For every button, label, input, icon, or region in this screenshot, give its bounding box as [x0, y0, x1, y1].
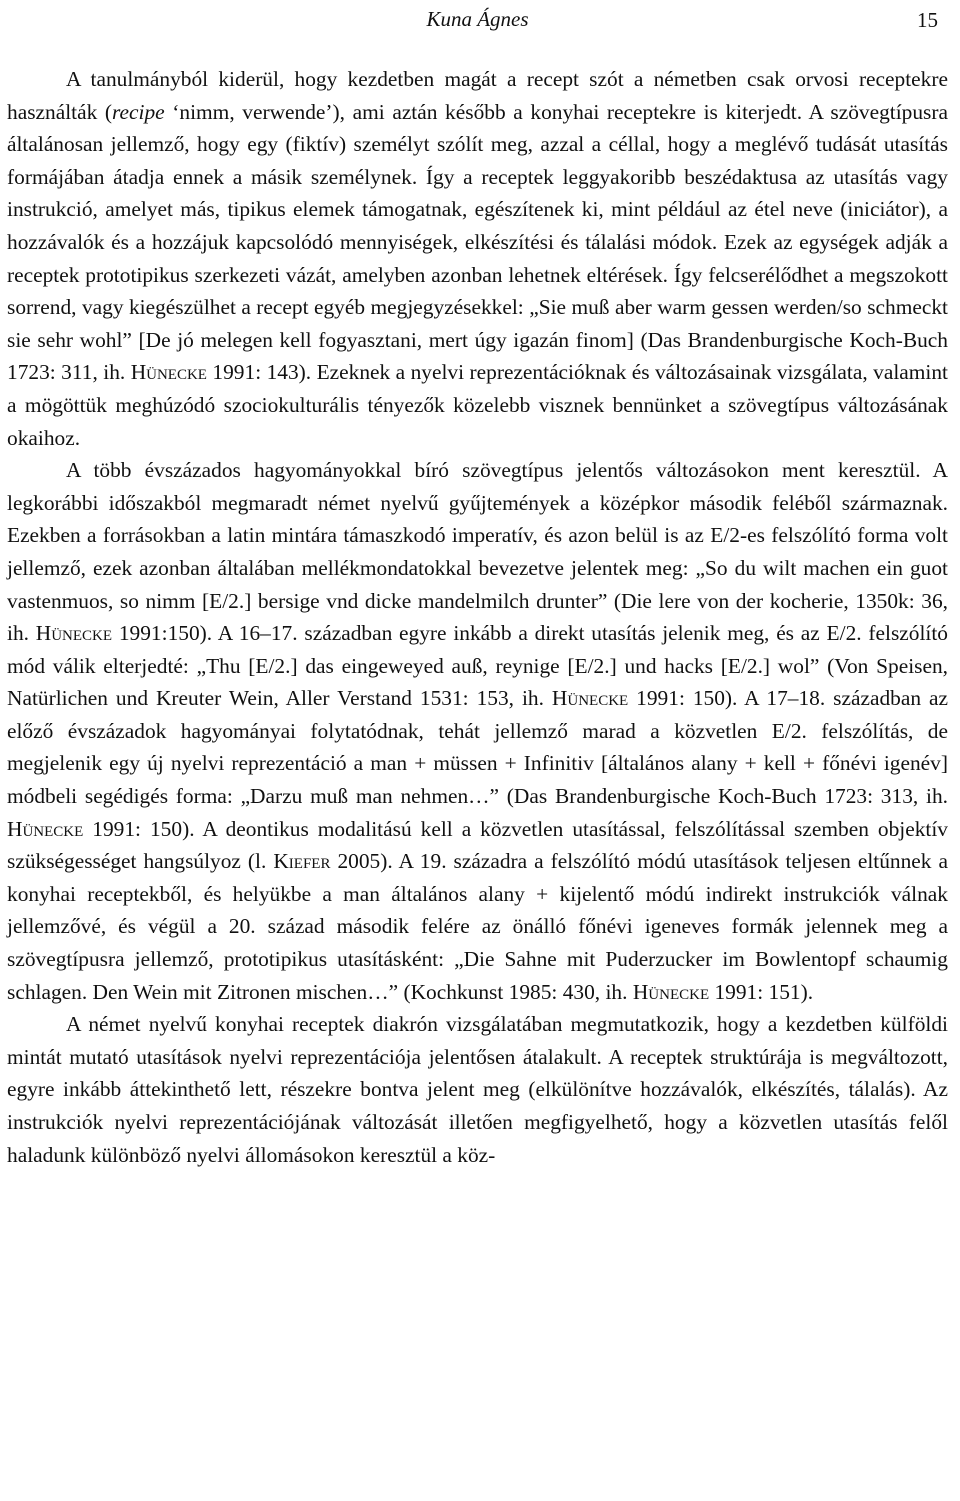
paragraph-2-text-d: 1991: 150). A deontikus modalitású kell a közvetlen utasítással, felszólítással szemben objektív szükségességet hangsúlyoz (l. — [7, 816, 948, 874]
running-header — [7, 0, 948, 34]
italic-term-recipe: recipe — [112, 99, 165, 124]
paragraph-2-text-f: 1991: 151). — [709, 979, 814, 1004]
paragraph-1-text-b: ‘nimm, verwende’), ami aztán később a konyhai receptekre is kiterjedt. A szövegtípusra általánosan jellemző, hogy egy (fiktív) személyt szólít meg, azzal a céllal, hogy a meglévő tudását utasítás formájában átadja ennek a másik személynek. Így a receptek leggyakoribb beszédaktusa az utasítás vagy instrukció, amelyet más, tipikus elemek támogatnak, egészítenek ki, mint például az étel neve (iniciátor), a hozzávalók és a hozzájuk kapcsolódó mennyiségek, elkészítési és tálalási módok. Ezek az egységek adják a receptek prototipikus szerkezeti vázát, amelyben azonban lehetnek eltérések. Így felcserélődhet a megszokott sorrend, vagy kiegészülhet a recept egyéb megjegyzésekkel: „Sie muß aber warm gessen werden/so schmeckt sie sehr wohl” [De jó melegen kell fogyasztani, mert úgy igazán finom] (Das Brandenburgische Koch-Buch 1723: 311, ih. — [7, 99, 948, 385]
paragraph-2 — [7, 454, 948, 1008]
citation-author: Hünecke — [35, 621, 113, 646]
paragraph-2-text-e: 2005). A 19. századra a felszólító módú utasítások teljesen eltűnnek a konyhai receptekből, és helyükbe a man általános alany + kijelentő módú indirekt instrukciók válnak jellemzővé, és végül a 20. század második felére az önálló főnévi igeneves formák jelennek meg a szövegtípusra jellemző, prototipikus utasításként: „Die Sahne mit Puderzucker im Bowlentopf schaumig schlagen. Den Wein mit Zitronen mischen…” (Kochkunst 1985: 430, ih. — [7, 849, 948, 1004]
paragraph-1-text-c: 1991: 143). Ezeknek a nyelvi reprezentációknak és változásainak vizsgálata, valamint a mögöttük meghúzódó szociokulturális tényezők közelebb visznek bennünket a szövegtípus változásának okaihoz. — [7, 360, 948, 450]
paragraph-1 — [7, 63, 948, 454]
paragraph-2-text-c: 1991: 150). A 17–18. században az előző évszázadok hagyományai folytatódnak, tehát jellemző marad a közvetlen E/2. felszólítás, de megjelenik egy új nyelvi reprezentáció a man + müssen + Infinitiv [általános alany + kell + főnévi igenév] módbeli segédigés forma: „Darzu muß man nehmen…” (Das Brandenburgische Koch-Buch 1723: 313, ih. — [7, 686, 948, 809]
paragraph-2-text-a: A több évszázados hagyományokkal bíró szövegtípus jelentős változásokon ment keresztül. A legkorábbi időszakból megmaradt német nyelvű gyűjtemények a középkor második feléből származnak. Ezekben a forrásokban a latin mintára támaszkodó imperatív, és azon belül is az E/2-es felszólító forma volt jellemző, ezek azonban általában mellékmondatokkal bevezetve jelentek meg: „So du wilt machen ein guot vastenmuos, so nimm [E/2.] bersige vnd dicke mandelmilch drunter” (Die lere von der kocherie, 1350k: 36, ih. — [7, 458, 948, 646]
paragraph-1-text-a: A tanulmányból kiderül, hogy kezdetben magát a recept szót a németben csak orvosi receptekre használták ( — [7, 67, 948, 124]
citation-author: Kiefer — [273, 849, 331, 874]
citation-author: Hünecke — [130, 360, 207, 385]
paragraph-3 — [7, 1008, 948, 1171]
paragraph-2-text-b: 1991:150). A 16–17. században egyre inkább a direkt utasítás jelenik meg, és az E/2. felszólító mód válik elterjedté: „Thu [E/2.] das eingeweyed auß, reynige [E/2.] und hacks [E/2.] wol” (Von Speisen, Natürlichen und Kreuter Wein, Aller Verstand 1531: 153, ih. — [7, 621, 948, 711]
page-number: 15 — [917, 8, 938, 32]
body-text — [7, 63, 948, 1171]
citation-author: Hünecke — [551, 686, 629, 711]
citation-author: Hünecke — [7, 816, 84, 841]
citation-author: Hünecke — [632, 979, 710, 1004]
running-head-author: Kuna Ágnes — [426, 7, 529, 31]
paragraph-3-text: A német nyelvű konyhai receptek diakrón vizsgálatában megmutatkozik, hogy a kezdetben külföldi mintát mutató utasítások nyelvi reprezentációja jelentősen átalakult. A receptek struktúrája is megváltozott, egyre inkább áttekinthető lett, részekre bontva jelent meg (elkülönítve hozzávalók, elkészítés, tálalás). Az instrukciók nyelvi reprezentációjának változását illetően megfigyelhető, hogy a közvetlen utasítás felől haladunk különböző nyelvi állomásokon keresztül a köz- — [7, 1012, 948, 1167]
